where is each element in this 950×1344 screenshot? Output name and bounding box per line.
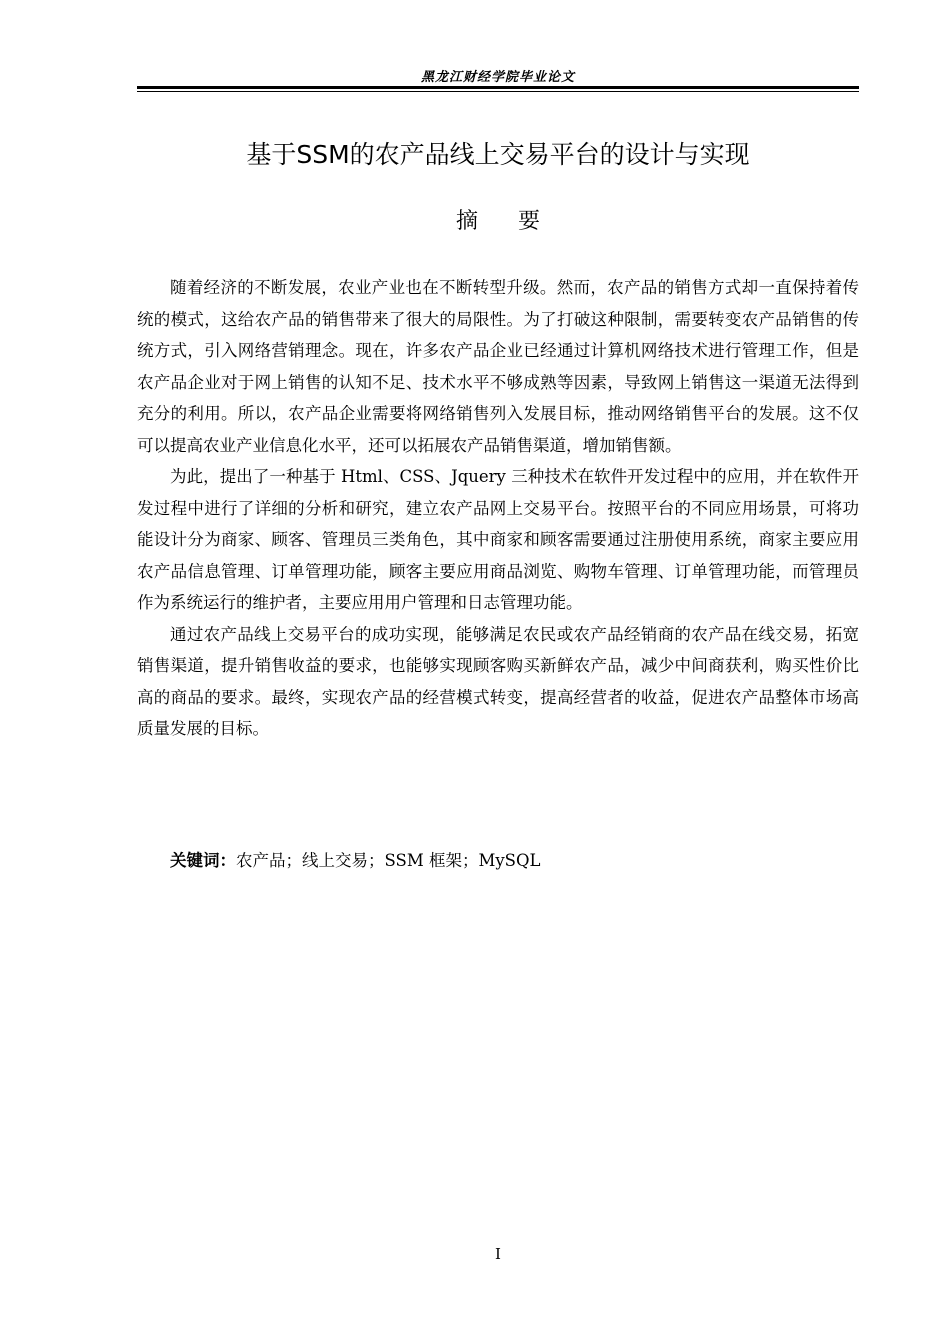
keywords-label: 关键词： [170,851,236,870]
abstract-paragraph-3: 通过农产品线上交易平台的成功实现，能够满足农民或农产品经销商的农产品在线交易，拓宽销售渠道，提升销售收益的要求，也能够实现顾客购买新鲜农产品，减少中间商获利，购买性价比高的商品的要求。最终，实现农产品的经营模式转变，提高经营者的收益，促进农产品整体市场高质量发展的目标。 [137,624,859,738]
abstract-heading: 摘要 [455,209,580,234]
abstract-paragraph-2: 为此，提出了一种基于 Html、CSS、Jquery 三种技术在软件开发过程中的应用，并在软件开发过程中进行了详细的分析和研究，建立农产品网上交易平台。按照平台的不同应用场景，可将功能设计分为商家、顾客、管理员三类角色，其中商家和顾客需要通过注册使用系统，商家主要应用农产品信息管理、订单管理功能，顾客主要应用商品浏览、购物车管理、订单管理功能，而管理员作为系统运行的维护者，主要应用用户管理和日志管理功能。 [137,467,859,612]
keywords-text: 农产品；线上交易；SSM 框架；MySQL [236,851,541,870]
abstract-paragraph-1: 随着经济的不断发展，农业产业也在不断转型升级。然而，农产品的销售方式却一直保持着传统的模式，这给农产品的销售带来了很大的局限性。为了打破这种限制，需要转变农产品销售的传统方式，引入网络营销理念。现在，许多农产品企业已经通过计算机网络技术进行管理工作，但是农产品企业对于网上销售的认知不足、技术水平不够成熟等因素，导致网上销售这一渠道无法得到充分的利用。所以，农产品企业需要将网络销售列入发展目标，推动网络销售平台的发展。这不仅可以提高农业产业信息化水平，还可以拓展农产品销售渠道，增加销售额。 [137,278,859,455]
header-rule-thin [137,91,859,92]
keywords-line [137,846,859,876]
thesis-title: 基于SSM的农产品线上交易平台的设计与实现 [246,140,750,169]
abstract-body [137,272,859,745]
page-number: I [495,1245,501,1263]
header-rule-thick [137,86,859,89]
running-header: 黑龙江财经学院毕业论文 [420,70,575,85]
